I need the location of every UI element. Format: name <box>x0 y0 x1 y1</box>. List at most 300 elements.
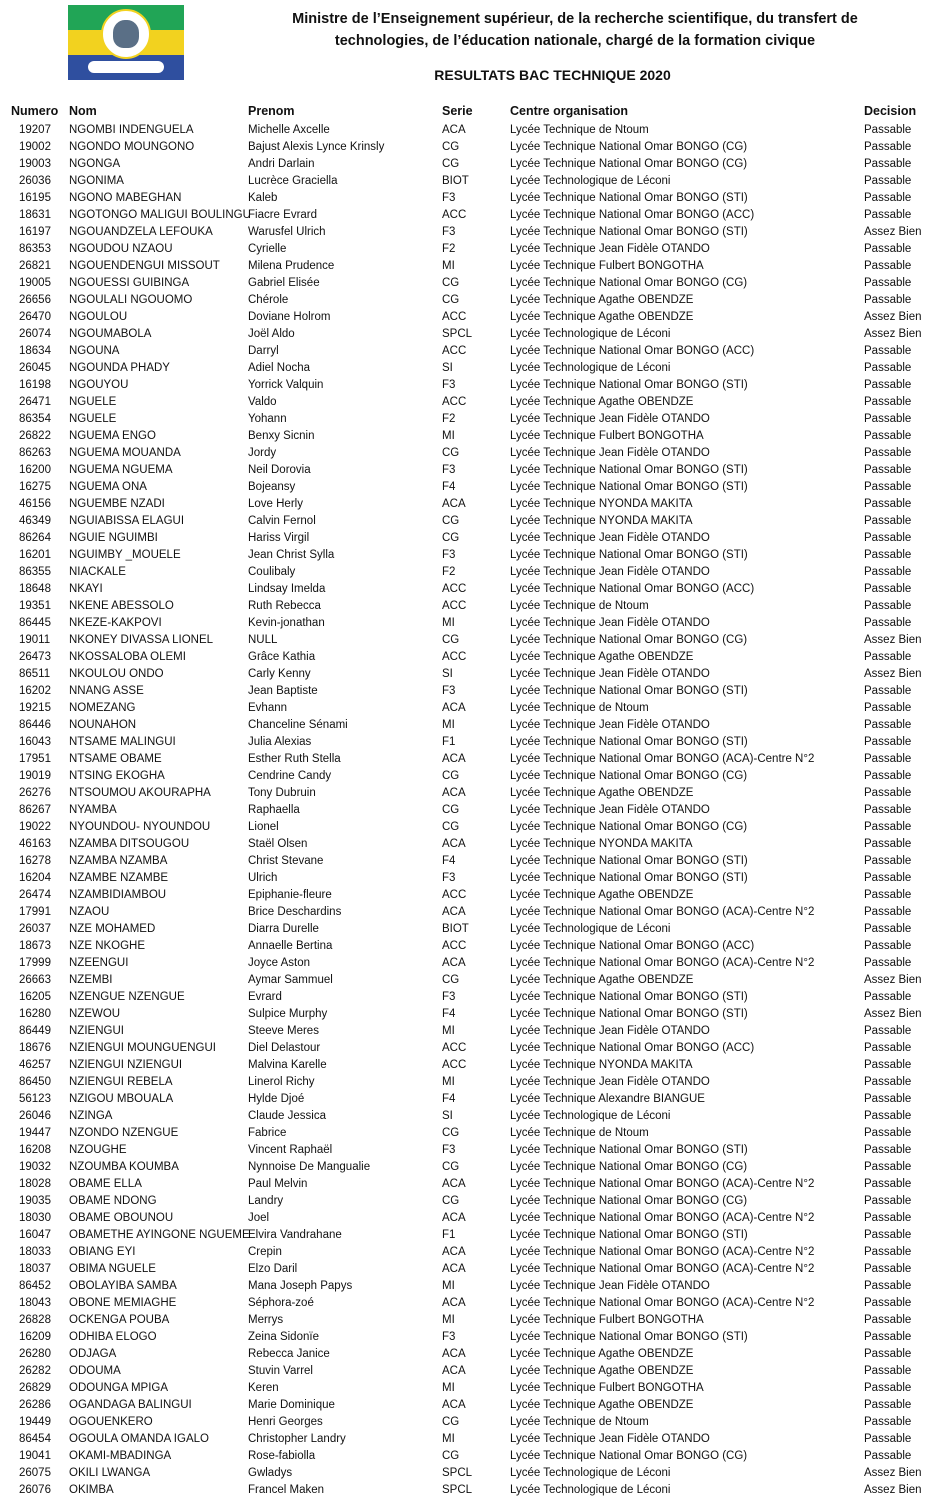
cell-centre: Lycée Technique Agathe OBENDZE <box>510 1348 694 1360</box>
col-header-nom: Nom <box>69 104 97 118</box>
cell-numero: 86267 <box>19 804 51 816</box>
cell-decision: Assez Bien <box>864 634 922 646</box>
cell-prenom: Warusfel Ulrich <box>248 226 326 238</box>
table-row <box>0 972 932 989</box>
table-row <box>0 122 932 139</box>
cell-numero: 26470 <box>19 311 51 323</box>
table-row <box>0 870 932 887</box>
cell-serie: BIOT <box>442 923 469 935</box>
cell-nom: NGOULOU <box>69 311 128 323</box>
cell-numero: 86353 <box>19 243 51 255</box>
cell-prenom: Jordy <box>248 447 277 459</box>
cell-centre: Lycée Technique National Omar BONGO (CG) <box>510 1450 748 1462</box>
cell-nom: OBAME OBOUNOU <box>69 1212 174 1224</box>
cell-nom: OKILI LWANGA <box>69 1467 151 1479</box>
cell-centre: Lycée Technique National Omar BONGO (ACA)-Centre N°2 <box>510 1212 815 1224</box>
cell-nom: NTSAME OBAME <box>69 753 162 765</box>
cell-centre: Lycée Technique National Omar BONGO (STI) <box>510 736 748 748</box>
cell-numero: 26474 <box>19 889 51 901</box>
cell-centre: Lycée Technique de Ntoum <box>510 1416 649 1428</box>
cell-nom: NZIENGUI <box>69 1025 124 1037</box>
cell-nom: NZENGUE NZENGUE <box>69 991 185 1003</box>
table-row <box>0 836 932 853</box>
cell-serie: CG <box>442 634 460 646</box>
cell-prenom: Linerol Richy <box>248 1076 315 1088</box>
cell-numero: 86263 <box>19 447 51 459</box>
cell-serie: ACC <box>442 345 467 357</box>
cell-prenom: Fiacre Evrard <box>248 209 318 221</box>
cell-serie: ACC <box>442 583 467 595</box>
cell-nom: NZOUGHE <box>69 1144 127 1156</box>
cell-decision: Passable <box>864 991 912 1003</box>
cell-serie: ACA <box>442 1178 466 1190</box>
table-row <box>0 1465 932 1482</box>
cell-nom: NGOUNA <box>69 345 120 357</box>
cell-decision: Passable <box>864 940 912 952</box>
cell-centre: Lycée Technique NYONDA MAKITA <box>510 1059 693 1071</box>
cell-prenom: Chérole <box>248 294 289 306</box>
cell-numero: 19449 <box>19 1416 51 1428</box>
cell-nom: NGOTONGO MALIGUI BOULINGU <box>69 209 251 221</box>
cell-nom: ODJAGA <box>69 1348 117 1360</box>
cell-centre: Lycée Technique National Omar BONGO (CG) <box>510 141 748 153</box>
cell-decision: Passable <box>864 1365 912 1377</box>
cell-serie: ACA <box>442 787 466 799</box>
cell-serie: F3 <box>442 192 456 204</box>
cell-centre: Lycée Technologique de Léconi <box>510 1110 671 1122</box>
cell-nom: NGUIABISSA ELAGUI <box>69 515 185 527</box>
cell-numero: 46257 <box>19 1059 51 1071</box>
cell-serie: F3 <box>442 991 456 1003</box>
cell-prenom: Julia Alexias <box>248 736 312 748</box>
cell-nom: NGUEMA ENGO <box>69 430 156 442</box>
cell-serie: MI <box>442 617 455 629</box>
cell-prenom: Diel Delastour <box>248 1042 321 1054</box>
cell-nom: NOMEZANG <box>69 702 136 714</box>
table-row <box>0 598 932 615</box>
cell-serie: CG <box>442 1416 460 1428</box>
cell-decision: Assez Bien <box>864 226 922 238</box>
cell-serie: MI <box>442 1433 455 1445</box>
cell-nom: NKENE ABESSOLO <box>69 600 174 612</box>
cell-prenom: Epiphanie-fleure <box>248 889 332 901</box>
table-row <box>0 1261 932 1278</box>
table-row <box>0 1142 932 1159</box>
cell-prenom: Annaelle Bertina <box>248 940 333 952</box>
cell-numero: 26286 <box>19 1399 51 1411</box>
table-row <box>0 700 932 717</box>
cell-numero: 19041 <box>19 1450 51 1462</box>
cell-nom: NZE MOHAMED <box>69 923 156 935</box>
cell-centre: Lycée Technique Jean Fidèle OTANDO <box>510 413 710 425</box>
table-row <box>0 258 932 275</box>
cell-decision: Passable <box>864 1059 912 1071</box>
cell-centre: Lycée Technique Fulbert BONGOTHA <box>510 430 704 442</box>
cell-decision: Passable <box>864 1246 912 1258</box>
cell-prenom: Esther Ruth Stella <box>248 753 341 765</box>
table-row <box>0 309 932 326</box>
table-row <box>0 1227 932 1244</box>
cell-decision: Passable <box>864 1331 912 1343</box>
cell-decision: Passable <box>864 124 912 136</box>
table-row <box>0 1414 932 1431</box>
cell-decision: Passable <box>864 770 912 782</box>
cell-prenom: Crepin <box>248 1246 282 1258</box>
cell-decision: Passable <box>864 1212 912 1224</box>
cell-decision: Passable <box>864 1229 912 1241</box>
table-row <box>0 292 932 309</box>
cell-centre: Lycée Technique Agathe OBENDZE <box>510 311 694 323</box>
cell-numero: 86449 <box>19 1025 51 1037</box>
cell-decision: Passable <box>864 430 912 442</box>
table-row <box>0 156 932 173</box>
cell-numero: 18648 <box>19 583 51 595</box>
cell-centre: Lycée Technique National Omar BONGO (ACA)-Centre N°2 <box>510 1178 815 1190</box>
cell-serie: CG <box>442 1127 460 1139</box>
cell-numero: 86511 <box>19 668 51 680</box>
table-row <box>0 632 932 649</box>
ministry-title-line1: Ministre de l’Enseignement supérieur, de la recherche scientifique, du transfert de <box>292 11 858 27</box>
cell-prenom: Christopher Landry <box>248 1433 346 1445</box>
cell-prenom: Chanceline Sénami <box>248 719 348 731</box>
cell-serie: MI <box>442 1025 455 1037</box>
cell-prenom: Evrard <box>248 991 282 1003</box>
results-subtitle: RESULTATS BAC TECHNIQUE 2020 <box>434 67 671 83</box>
cell-numero: 86355 <box>19 566 51 578</box>
cell-nom: NZIENGUI MOUNGUENGUI <box>69 1042 216 1054</box>
cell-decision: Passable <box>864 379 912 391</box>
cell-numero: 26045 <box>19 362 51 374</box>
table-row <box>0 343 932 360</box>
cell-centre: Lycée Technique Fulbert BONGOTHA <box>510 1382 704 1394</box>
cell-serie: F4 <box>442 855 456 867</box>
cell-serie: CG <box>442 821 460 833</box>
table-row <box>0 921 932 938</box>
table-row <box>0 411 932 428</box>
cell-centre: Lycée Technique National Omar BONGO (CG) <box>510 1161 748 1173</box>
cell-prenom: Sulpice Murphy <box>248 1008 328 1020</box>
cell-decision: Passable <box>864 838 912 850</box>
table-row <box>0 1159 932 1176</box>
cell-centre: Lycée Technique National Omar BONGO (ACC) <box>510 345 755 357</box>
cell-decision: Passable <box>864 498 912 510</box>
cell-numero: 18631 <box>19 209 51 221</box>
cell-numero: 16201 <box>19 549 51 561</box>
cell-nom: NGOULALI NGOUOMO <box>69 294 193 306</box>
cell-serie: CG <box>442 1195 460 1207</box>
cell-numero: 18676 <box>19 1042 51 1054</box>
cell-serie: MI <box>442 260 455 272</box>
cell-centre: Lycée Technique NYONDA MAKITA <box>510 515 693 527</box>
cell-numero: 26663 <box>19 974 51 986</box>
cell-prenom: Milena Prudence <box>248 260 335 272</box>
cell-prenom: Aymar Sammuel <box>248 974 333 986</box>
cell-nom: ODOUMA <box>69 1365 121 1377</box>
cell-decision: Passable <box>864 889 912 901</box>
cell-prenom: Lindsay Imelda <box>248 583 326 595</box>
cell-nom: NGUELE <box>69 396 117 408</box>
cell-serie: ACA <box>442 1365 466 1377</box>
table-row <box>0 496 932 513</box>
cell-numero: 16275 <box>19 481 51 493</box>
table-row <box>0 717 932 734</box>
cell-prenom: Jean Christ Sylla <box>248 549 335 561</box>
table-row <box>0 666 932 683</box>
cell-prenom: Henri Georges <box>248 1416 323 1428</box>
cell-centre: Lycée Technique National Omar BONGO (CG) <box>510 277 748 289</box>
cell-decision: Passable <box>864 515 912 527</box>
table-row <box>0 1244 932 1261</box>
cell-numero: 86445 <box>19 617 51 629</box>
cell-nom: OGANDAGA BALINGUI <box>69 1399 192 1411</box>
cell-prenom: Ulrich <box>248 872 278 884</box>
cell-numero: 26473 <box>19 651 51 663</box>
cell-prenom: Cendrine Candy <box>248 770 332 782</box>
ministry-title <box>240 8 910 52</box>
cell-nom: NZIENGUI NZIENGUI <box>69 1059 183 1071</box>
table-row <box>0 904 932 921</box>
cell-centre: Lycée Technique National Omar BONGO (ACC) <box>510 209 755 221</box>
cell-decision: Passable <box>864 158 912 170</box>
cell-prenom: Love Herly <box>248 498 303 510</box>
cell-centre: Lycée Technique National Omar BONGO (STI) <box>510 855 748 867</box>
cell-nom: NKEZE-KAKPOVI <box>69 617 162 629</box>
cell-nom: NGONGA <box>69 158 121 170</box>
table-row <box>0 428 932 445</box>
cell-numero: 26276 <box>19 787 51 799</box>
table-row <box>0 241 932 258</box>
cell-centre: Lycée Technique National Omar BONGO (ACC) <box>510 1042 755 1054</box>
cell-prenom: Rose-fabiolla <box>248 1450 316 1462</box>
cell-numero: 16205 <box>19 991 51 1003</box>
cell-prenom: Darryl <box>248 345 279 357</box>
cell-serie: SPCL <box>442 1467 473 1479</box>
cell-centre: Lycée Technique Jean Fidèle OTANDO <box>510 566 710 578</box>
cell-nom: NGOUANDZELA LEFOUKA <box>69 226 213 238</box>
table-row <box>0 887 932 904</box>
cell-nom: OGOULA OMANDA IGALO <box>69 1433 209 1445</box>
cell-nom: OBAME NDONG <box>69 1195 157 1207</box>
cell-decision: Passable <box>864 1093 912 1105</box>
table-row <box>0 564 932 581</box>
cell-numero: 86354 <box>19 413 51 425</box>
table-row <box>0 955 932 972</box>
cell-nom: NGUEMA ONA <box>69 481 147 493</box>
table-row <box>0 1295 932 1312</box>
table-row <box>0 1346 932 1363</box>
cell-decision: Passable <box>864 260 912 272</box>
cell-nom: NGOUMABOLA <box>69 328 152 340</box>
cell-centre: Lycée Technique Agathe OBENDZE <box>510 889 694 901</box>
table-row <box>0 683 932 700</box>
cell-nom: OBIMA NGUELE <box>69 1263 156 1275</box>
cell-numero: 26829 <box>19 1382 51 1394</box>
cell-nom: NYOUNDOU- NYOUNDOU <box>69 821 211 833</box>
cell-serie: ACC <box>442 209 467 221</box>
cell-centre: Lycée Technique Jean Fidèle OTANDO <box>510 1433 710 1445</box>
cell-numero: 19005 <box>19 277 51 289</box>
cell-decision: Passable <box>864 600 912 612</box>
cell-numero: 46163 <box>19 838 51 850</box>
cell-numero: 16280 <box>19 1008 51 1020</box>
cell-serie: F3 <box>442 1144 456 1156</box>
cell-serie: SI <box>442 362 453 374</box>
table-row <box>0 173 932 190</box>
cell-prenom: Calvin Fernol <box>248 515 316 527</box>
cell-numero: 19447 <box>19 1127 51 1139</box>
cell-nom: OBIANG EYI <box>69 1246 136 1258</box>
cell-numero: 19035 <box>19 1195 51 1207</box>
table-row <box>0 1397 932 1414</box>
cell-centre: Lycée Technique Agathe OBENDZE <box>510 1365 694 1377</box>
cell-centre: Lycée Technique Agathe OBENDZE <box>510 787 694 799</box>
cell-centre: Lycée Technique National Omar BONGO (CG) <box>510 770 748 782</box>
cell-numero: 26037 <box>19 923 51 935</box>
cell-prenom: Benxy Sicnin <box>248 430 315 442</box>
cell-prenom: Bojeansy <box>248 481 296 493</box>
cell-centre: Lycée Technique Jean Fidèle OTANDO <box>510 1076 710 1088</box>
cell-numero: 17951 <box>19 753 51 765</box>
cell-prenom: Michelle Axcelle <box>248 124 330 136</box>
cell-centre: Lycée Technique NYONDA MAKITA <box>510 838 693 850</box>
cell-prenom: Keren <box>248 1382 279 1394</box>
cell-centre: Lycée Technique National Omar BONGO (STI) <box>510 872 748 884</box>
cell-decision: Passable <box>864 209 912 221</box>
cell-serie: SPCL <box>442 328 473 340</box>
col-header-decision: Decision <box>864 104 917 118</box>
table-row <box>0 207 932 224</box>
cell-decision: Passable <box>864 362 912 374</box>
cell-serie: ACA <box>442 1263 466 1275</box>
cell-numero: 26280 <box>19 1348 51 1360</box>
cell-centre: Lycée Technique de Ntoum <box>510 600 649 612</box>
cell-serie: ACA <box>442 498 466 510</box>
cell-numero: 26656 <box>19 294 51 306</box>
cell-centre: Lycée Technique National Omar BONGO (STI) <box>510 549 748 561</box>
cell-serie: ACC <box>442 600 467 612</box>
cell-numero: 86450 <box>19 1076 51 1088</box>
cell-numero: 16200 <box>19 464 51 476</box>
cell-nom: NGUEMBE NZADI <box>69 498 165 510</box>
cell-centre: Lycée Technique National Omar BONGO (STI) <box>510 1008 748 1020</box>
cell-decision: Assez Bien <box>864 328 922 340</box>
cell-numero: 18673 <box>19 940 51 952</box>
cell-serie: F3 <box>442 379 456 391</box>
cell-serie: ACA <box>442 753 466 765</box>
cell-nom: NGOUESSI GUIBINGA <box>69 277 190 289</box>
cell-nom: NGUELE <box>69 413 117 425</box>
cell-centre: Lycée Technique Alexandre BIANGUE <box>510 1093 705 1105</box>
cell-serie: F2 <box>442 243 456 255</box>
cell-prenom: Steeve Meres <box>248 1025 319 1037</box>
cell-prenom: Ruth Rebecca <box>248 600 321 612</box>
cell-numero: 46349 <box>19 515 51 527</box>
cell-decision: Passable <box>864 175 912 187</box>
cell-prenom: Lucrèce Graciella <box>248 175 338 187</box>
cell-nom: OBAMETHE AYINGONE NGUEME <box>69 1229 250 1241</box>
cell-serie: ACC <box>442 1059 467 1071</box>
table-row <box>0 224 932 241</box>
cell-centre: Lycée Technique National Omar BONGO (STI) <box>510 464 748 476</box>
cell-prenom: Kaleb <box>248 192 278 204</box>
cell-prenom: Doviane Holrom <box>248 311 331 323</box>
cell-numero: 17999 <box>19 957 51 969</box>
cell-centre: Lycée Technique Jean Fidèle OTANDO <box>510 668 710 680</box>
cell-prenom: Mana Joseph Papys <box>248 1280 353 1292</box>
table-row <box>0 1040 932 1057</box>
cell-serie: CG <box>442 158 460 170</box>
table-row <box>0 1278 932 1295</box>
cell-serie: ACA <box>442 702 466 714</box>
cell-decision: Passable <box>864 872 912 884</box>
cell-decision: Passable <box>864 1076 912 1088</box>
cell-serie: F3 <box>442 872 456 884</box>
cell-serie: CG <box>442 532 460 544</box>
cell-numero: 26036 <box>19 175 51 187</box>
cell-numero: 19011 <box>19 634 51 646</box>
cell-decision: Passable <box>864 702 912 714</box>
cell-numero: 18037 <box>19 1263 51 1275</box>
cell-serie: SPCL <box>442 1484 473 1496</box>
cell-nom: NYAMBA <box>69 804 117 816</box>
cell-centre: Lycée Technique Jean Fidèle OTANDO <box>510 719 710 731</box>
table-row <box>0 802 932 819</box>
cell-decision: Passable <box>864 277 912 289</box>
cell-prenom: Francel Maken <box>248 1484 325 1496</box>
cell-nom: NOUNAHON <box>69 719 137 731</box>
cell-numero: 19022 <box>19 821 51 833</box>
cell-numero: 86452 <box>19 1280 51 1292</box>
cell-serie: MI <box>442 1076 455 1088</box>
cell-nom: NGOUDOU NZAOU <box>69 243 173 255</box>
cell-numero: 18634 <box>19 345 51 357</box>
cell-decision: Assez Bien <box>864 974 922 986</box>
cell-serie: ACA <box>442 838 466 850</box>
table-row <box>0 190 932 207</box>
cell-decision: Passable <box>864 413 912 425</box>
cell-decision: Passable <box>864 1280 912 1292</box>
cell-nom: NZE NKOGHE <box>69 940 146 952</box>
cell-serie: CG <box>442 974 460 986</box>
cell-serie: CG <box>442 1161 460 1173</box>
table-row <box>0 326 932 343</box>
cell-centre: Lycée Technique Jean Fidèle OTANDO <box>510 1025 710 1037</box>
cell-decision: Passable <box>864 243 912 255</box>
cell-decision: Passable <box>864 583 912 595</box>
table-row <box>0 1176 932 1193</box>
cell-serie: ACC <box>442 889 467 901</box>
cell-nom: NZOUMBA KOUMBA <box>69 1161 179 1173</box>
cell-numero: 19207 <box>19 124 51 136</box>
cell-numero: 16197 <box>19 226 51 238</box>
cell-serie: ACC <box>442 940 467 952</box>
cell-prenom: NULL <box>248 634 278 646</box>
cell-centre: Lycée Technique Agathe OBENDZE <box>510 396 694 408</box>
cell-serie: ACA <box>442 906 466 918</box>
cell-decision: Passable <box>864 566 912 578</box>
cell-nom: NGOUNDA PHADY <box>69 362 170 374</box>
cell-nom: NZAMBIDIAMBOU <box>69 889 167 901</box>
cell-serie: F3 <box>442 1331 456 1343</box>
cell-numero: 16209 <box>19 1331 51 1343</box>
cell-numero: 18030 <box>19 1212 51 1224</box>
cell-serie: ACA <box>442 124 466 136</box>
cell-serie: ACA <box>442 1348 466 1360</box>
cell-serie: ACA <box>442 1212 466 1224</box>
cell-numero: 56123 <box>19 1093 51 1105</box>
cell-centre: Lycée Technique Jean Fidèle OTANDO <box>510 447 710 459</box>
cell-prenom: Coulibaly <box>248 566 296 578</box>
